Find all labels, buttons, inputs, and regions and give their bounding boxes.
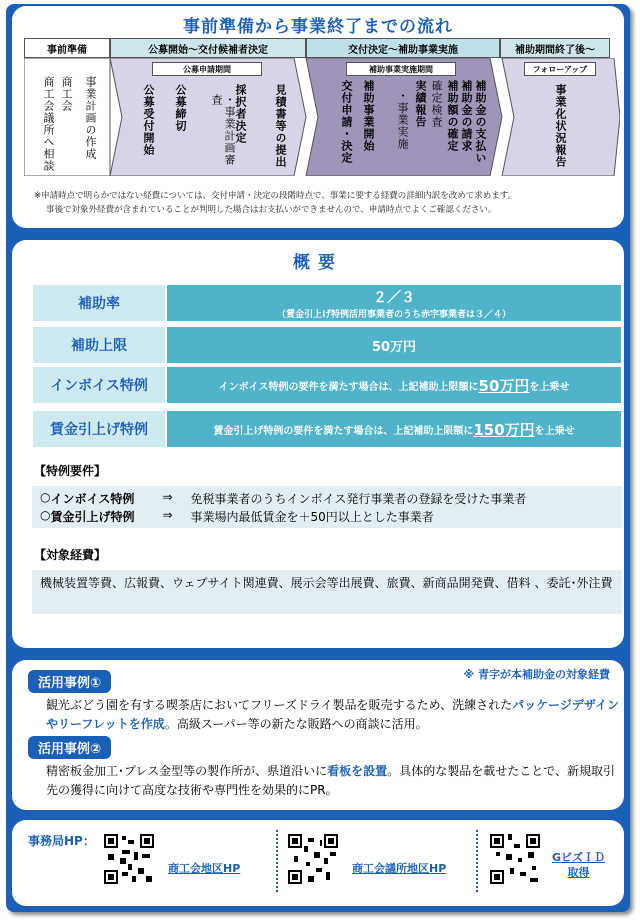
flow-title: 事前準備から事業終了までの流れ — [183, 17, 453, 37]
prep-step-shoukoukai: 商工会 — [60, 76, 73, 112]
case2-em: 看板を設置 — [327, 764, 388, 778]
overview-panel — [12, 240, 624, 648]
qr-code-icon-shoukoukai[interactable] — [104, 834, 154, 884]
tokurei-wage-arrow: ⇒ — [162, 508, 173, 522]
limit-head: 補助上限 — [32, 326, 166, 364]
invoice-pre: インボイス特例の要件を満たす場合は、上記補助上限額に — [218, 381, 479, 393]
tokurei-invoice-arrow: ⇒ — [162, 490, 173, 504]
flow-note-1: ※申請時点で明らかではない経費については、交付申請・決定の段階時点で、事業に要する経費の詳細内訳を改めて求めます。 — [34, 191, 517, 201]
step-jigyou-jisshi: ・事業実施 — [396, 90, 409, 150]
step-koubo-shimekiri: 公募締切 — [174, 84, 187, 132]
cases-panel — [12, 660, 624, 810]
wage-em: 150万円 — [473, 420, 535, 439]
link-gbiz-id-line2[interactable]: 取得 — [567, 866, 590, 879]
limit-row — [32, 326, 622, 364]
case1-post: 。高級スーパー等の新たな販路への商談に活用。 — [164, 717, 428, 731]
link-gbiz-id[interactable] — [552, 850, 605, 880]
step-jisseki: 実績報告 — [414, 80, 427, 128]
limit-value — [166, 326, 622, 364]
phase-prep: 事前準備 — [24, 38, 110, 58]
footer-divider-2 — [476, 830, 478, 892]
link-kaigisho-hp[interactable]: 商工会議所地区HP — [352, 862, 447, 875]
invoice-post: を上乗せ — [529, 381, 570, 393]
wage-pre: 賃金引上げ特例の要件を満たす場合は、上記補助上限額に — [213, 425, 474, 437]
step-koufu: 交付申請・決定 — [340, 80, 353, 164]
keihi-title: 【対象経費】 — [34, 548, 107, 562]
case1-em: パッケージデザインやリーフレットを作成 — [46, 698, 620, 731]
qr-code-icon-kaigisho[interactable] — [288, 834, 338, 884]
link-shoukoukai-hp[interactable]: 商工会地区HP — [168, 862, 241, 875]
tokurei-wage-desc: 事業場内最低賃金を＋50円以上とした事業者 — [190, 510, 434, 524]
invoice-head: インボイス特例 — [32, 366, 166, 404]
period-follow: フォローアップ — [524, 62, 596, 76]
tokurei-wage — [40, 508, 434, 525]
limit-main: 50万円 — [371, 339, 417, 355]
keihi-box — [32, 570, 622, 614]
tokurei-invoice-mark: ○ — [40, 490, 51, 504]
tokurei-wage-mark: ○ — [40, 508, 51, 522]
tokurei-invoice-name: インボイス特例 — [50, 492, 135, 506]
rate-main: ２／３ — [373, 289, 415, 306]
invoice-em: 50万円 — [478, 376, 530, 395]
step-kakutei: 確定検査 — [430, 80, 443, 128]
footer-divider-1 — [276, 830, 278, 892]
case2-text — [46, 762, 626, 800]
overview-title: 概要 — [293, 253, 343, 273]
tokurei-wage-name: 賃金引上げ特例 — [50, 510, 135, 524]
tokurei-title: 【特例要件】 — [34, 464, 107, 478]
flow-note-2: 事後で対象外経費が含まれていることが判明した場合はお支払いができませんので、申請時点でよくご確認ください。 — [46, 205, 497, 215]
invoice-row — [32, 366, 622, 404]
case1-text — [46, 696, 626, 734]
wage-row — [32, 410, 622, 448]
case2-pre: 精密板金加工･プレス金型等の製作所が、県道沿いに — [46, 764, 328, 778]
wage-post: を上乗せ — [534, 425, 575, 437]
tokurei-invoice — [40, 490, 526, 507]
wage-value — [166, 410, 622, 448]
step-hojo-kaishi: 補助事業開始 — [362, 80, 375, 152]
rate-row — [32, 284, 622, 322]
invoice-value — [166, 366, 622, 404]
rate-sub: （賃金引上げ特例活用事業者のうち赤字事業者は３／４） — [276, 309, 511, 320]
link-gbiz-id-line1[interactable]: GビズＩＤ — [552, 851, 606, 864]
phase-after: 補助期間終了後～ — [500, 38, 610, 58]
cases-note: ※ 青字が本補助金の対象経費 — [463, 668, 610, 681]
tokurei-box — [32, 486, 622, 528]
rate-head: 補助率 — [32, 284, 166, 322]
step-mitsumori: 見積書等の提出 — [274, 84, 287, 168]
wage-head: 賃金引上げ特例 — [32, 410, 166, 448]
step-koubo-uketsuke: 公募受付開始 — [142, 84, 155, 156]
period-jigyou: 補助事業実施期間 — [346, 62, 456, 76]
qr-code-icon-gbiz[interactable] — [490, 834, 540, 884]
step-gaku-kakutei: 補助額の確定 — [446, 80, 459, 152]
footer-panel — [12, 820, 624, 906]
phase-koubo: 公募開始～交付候補者決定 — [110, 38, 306, 58]
flow-area — [24, 58, 620, 176]
rate-value — [166, 284, 622, 322]
step-jokyo: 事業化状況報告 — [554, 84, 567, 168]
step-shinsa: ・事業計画審査 — [210, 94, 236, 166]
keihi-text: 機械装置等費、広報費、ウェブサイト関連費、展示会等出展費、旅費、新商品開発費、借料 、委託･外注費 — [40, 576, 613, 590]
flow-panel — [12, 6, 624, 228]
period-koubo: 公募申請期間 — [152, 62, 262, 76]
prep-step-soudan: 商工会議所へ相談 — [42, 76, 55, 172]
case2-badge: 活用事例② — [28, 736, 111, 759]
step-shiharai: 補助金の支払い — [474, 80, 487, 164]
footer-label: 事務局HP： — [28, 834, 95, 848]
case2-post: 。具体的な製品を載せたことで、新規取引先の獲得に向けて高度な技術や専門性を効果的にPR。 — [46, 764, 615, 797]
step-saitaku: 採択者決定 — [234, 84, 247, 144]
case1-badge: 活用事例① — [28, 670, 111, 693]
case1-pre: 観光ぶどう園を有する喫茶店においてフリーズドライ製品を販売するため、洗練された — [46, 698, 513, 712]
tokurei-invoice-desc: 免税事業者のうちインボイス発行事業者の登録を受けた事業者 — [190, 492, 527, 506]
prep-step-plan: 事業計画の作成 — [84, 76, 97, 160]
phase-koufu: 交付決定～補助事業実施 — [306, 38, 500, 58]
step-seikyu: 補助金の請求 — [460, 80, 473, 152]
